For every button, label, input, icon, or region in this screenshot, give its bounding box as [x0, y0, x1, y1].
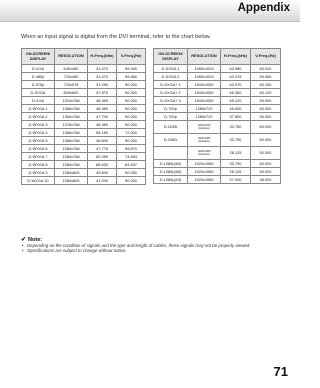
interlace-label: (Interlace): [198, 153, 210, 156]
display-cell: D-575p: [22, 81, 55, 89]
resolution-cell: 1280x768: [55, 161, 88, 169]
vfreq-cell: 50.000: [117, 137, 146, 145]
display-cell: D-1080i: [154, 134, 188, 147]
hfreq-cell: 45.000: [221, 105, 251, 113]
display-cell: D-XGA: [22, 97, 55, 105]
display-cell: D-1035i: [154, 121, 188, 134]
resolution-cell: 1366x768: [55, 137, 88, 145]
vfreq-cell: 48.000: [251, 176, 281, 184]
hfreq-cell: 48.363: [88, 97, 117, 105]
display-cell: D-1080p(24): [154, 176, 188, 184]
note-section: [21, 237, 280, 254]
display-cell: D-SXGA+ 2: [154, 89, 188, 97]
resolution-cell: 1920x1035 (Interlace): [188, 121, 221, 134]
display-cell: D-SXGA 2: [154, 73, 188, 81]
display-cell: D-1080p(50): [154, 168, 188, 176]
column-header-vfreq: V-Freq.(Hz): [117, 49, 146, 65]
resolution-cell: 640x480: [55, 65, 88, 73]
hfreq-cell: 31.470: [88, 65, 117, 73]
resolution-cell: 1280x800: [55, 177, 88, 185]
resolution-cell: 1280x1024: [188, 65, 221, 73]
display-cell: D-WXGA 6: [22, 145, 55, 153]
resolution-cell: 1400x1050: [188, 97, 221, 105]
display-cell: D-SVGA: [22, 89, 55, 97]
resolution-cell: 1280x768: [55, 153, 88, 161]
vfreq-cell: 60.000: [117, 121, 146, 129]
table-row: [154, 147, 281, 160]
table-row: [154, 121, 281, 134]
vfreq-cell: 60.000: [117, 97, 146, 105]
resolution-cell: 1360x768: [55, 113, 88, 121]
resolution-cell: 1376x768: [55, 121, 88, 129]
note-item: • Depending on the condition of signals and the type and length of cables, these signals may not be properly viewed.: [22, 243, 251, 248]
table-row: [154, 73, 281, 81]
vfreq-cell: 60.000: [251, 121, 281, 134]
table-row: [154, 134, 281, 147]
display-cell: D-WXGA 7: [22, 153, 55, 161]
table-row: [22, 113, 146, 121]
vfreq-cell: 60.000: [251, 105, 281, 113]
resolution-cell: 1920x1080 (Interlace): [188, 134, 221, 147]
table-row: [22, 161, 146, 169]
resolution-cell: 1400x1050: [188, 89, 221, 97]
resolution-cell: 1280x720: [188, 105, 221, 113]
vfreq-cell: 50.000: [117, 81, 146, 89]
display-cell: D-WXGA 8: [22, 161, 55, 169]
column-header-resolution: RESOLUTION: [55, 49, 88, 65]
vfreq-cell: 84.837: [117, 161, 146, 169]
display-cell: D-WXGA 2: [22, 113, 55, 121]
resolution-cell: 720x576: [55, 81, 88, 89]
table-row: [154, 176, 281, 184]
note-item: • Specifications are subject to change without notice.: [22, 248, 127, 254]
table-row: [154, 89, 281, 97]
vfreq-cell: 72.000: [117, 129, 146, 137]
vfreq-cell: 60.320: [117, 89, 146, 97]
vfreq-cell: 60.050: [117, 169, 146, 177]
vfreq-cell: 59.870: [117, 145, 146, 153]
display-cell: D-720p: [154, 113, 188, 121]
vfreq-cell: 50.000: [117, 177, 146, 185]
page-number: 71: [273, 364, 288, 379]
table-row: [154, 105, 281, 113]
hfreq-cell: 37.500: [221, 113, 251, 121]
vfreq-cell: 50.000: [251, 113, 281, 121]
hfreq-cell: 37.879: [88, 89, 117, 97]
resolution-cell: 1280x800: [55, 169, 88, 177]
table-row: [22, 153, 146, 161]
display-cell: D-SXGA+ 3: [154, 97, 188, 105]
signal-table-left: [21, 48, 146, 185]
vfreq-cell: 59.880: [117, 73, 146, 81]
hfreq-cell: 60.289: [88, 153, 117, 161]
hfreq-cell: 33.750: [221, 134, 251, 147]
vfreq-cell: 50.000: [251, 147, 281, 160]
display-cell: D-SXGA 1: [154, 65, 188, 73]
resolution-cell: 1280x720: [188, 113, 221, 121]
vfreq-cell: 59.069: [251, 73, 281, 81]
display-cell: D-WXGA 4: [22, 129, 55, 137]
hfreq-cell: 65.350: [221, 89, 251, 97]
column-header-resolution: RESOLUTION: [188, 49, 221, 65]
display-cell: D-480p: [22, 73, 55, 81]
hfreq-cell: 63.378: [221, 73, 251, 81]
display-cell: [154, 147, 188, 160]
resolution-cell: 1366x768: [55, 105, 88, 113]
vfreq-cell: 74.893: [117, 153, 146, 161]
bullet-icon: •: [22, 248, 24, 254]
resolution-cell: 1920x1080: [188, 160, 221, 168]
hfreq-cell: 31.470: [88, 73, 117, 81]
resolution-cell: 1024x768: [55, 97, 88, 105]
hfreq-cell: 48.360: [88, 105, 117, 113]
vfreq-cell: 60.190: [251, 81, 281, 89]
hfreq-cell: 63.970: [221, 81, 251, 89]
table-header-row: [22, 49, 146, 65]
hfreq-cell: 33.750: [221, 121, 251, 134]
display-cell: D-WXGA 3: [22, 121, 55, 129]
table-row: [22, 121, 146, 129]
vfreq-cell: 60.000: [251, 134, 281, 147]
resolution-cell: 720x480: [55, 73, 88, 81]
hfreq-cell: 47.776: [88, 145, 117, 153]
hfreq-cell: 63.980: [221, 65, 251, 73]
table-row: [154, 81, 281, 89]
hfreq-cell: 28.125: [221, 147, 251, 160]
table-row: [22, 81, 146, 89]
bullet-icon: •: [22, 243, 24, 248]
hfreq-cell: 31.250: [88, 81, 117, 89]
table-row: [22, 73, 146, 81]
vfreq-cell: 60.000: [251, 160, 281, 168]
resolution-cell: 1366x768: [55, 129, 88, 137]
display-cell: D-WXGA 5: [22, 137, 55, 145]
hfreq-cell: 56.160: [88, 129, 117, 137]
vfreq-cell: 60.000: [117, 105, 146, 113]
resolution-cell: 1920x1080: [188, 176, 221, 184]
column-header-vfreq: V-Freq.(Hz): [251, 49, 281, 65]
hfreq-cell: 65.120: [221, 97, 251, 105]
interlace-label: (Interlace): [198, 127, 210, 130]
resolution-cell: 1280x768: [55, 145, 88, 153]
display-cell: D-WXGA 9: [22, 169, 55, 177]
resolution-cell: 1920x1080 (Interlace): [188, 147, 221, 160]
table-row: [22, 177, 146, 185]
table-row: [154, 113, 281, 121]
table-row: [22, 129, 146, 137]
table-row: [154, 160, 281, 168]
hfreq-cell: 47.700: [88, 113, 117, 121]
table-row: [22, 137, 146, 145]
table-row: [154, 168, 281, 176]
table-row: [22, 169, 146, 177]
resolution-cell: 800x600: [55, 89, 88, 97]
vfreq-cell: 60.000: [117, 113, 146, 121]
resolution-cell: 1280x1024: [188, 73, 221, 81]
vfreq-cell: 60.120: [251, 89, 281, 97]
intro-text: When an input signal is digital from the DVI terminal, refer to the chart below.: [21, 34, 211, 40]
display-cell: D-SXGA+ 1: [154, 81, 188, 89]
column-header-display: ON-SCREEN/ DISPLAY: [154, 49, 188, 65]
hfreq-cell: 48.500: [88, 137, 117, 145]
resolution-cell: 1920x1080: [188, 168, 221, 176]
table-row: [154, 97, 281, 105]
table-row: [22, 145, 146, 153]
hfreq-cell: 27.000: [221, 176, 251, 184]
vfreq-cell: 59.900: [251, 97, 281, 105]
hfreq-cell: 41.200: [88, 177, 117, 185]
display-cell: D-720p: [154, 105, 188, 113]
table-row: [22, 65, 146, 73]
hfreq-cell: 48.360: [88, 121, 117, 129]
header-bar: [0, 0, 300, 22]
note-title: Note:: [28, 237, 43, 243]
column-header-display: ON-SCREEN/ DISPLAY: [22, 49, 55, 65]
check-icon: ✔: [21, 237, 27, 243]
display-cell: D-WXGA 1: [22, 105, 55, 113]
hfreq-cell: 33.750: [221, 160, 251, 168]
table-header-row: [154, 49, 281, 65]
resolution-cell: 1400x1050: [188, 81, 221, 89]
display-cell: D-1080p(60): [154, 160, 188, 168]
page-title: Appendix: [237, 2, 290, 14]
column-header-hfreq: H-Freq.(kHz): [88, 49, 117, 65]
vfreq-cell: 59.940: [117, 65, 146, 73]
signal-table-right: [153, 48, 281, 184]
column-header-hfreq: H-Freq.(kHz): [221, 49, 251, 65]
hfreq-cell: 68.633: [88, 161, 117, 169]
table-row: [22, 89, 146, 97]
vfreq-cell: 60.020: [251, 65, 281, 73]
table-row: [22, 97, 146, 105]
vfreq-cell: 50.000: [251, 168, 281, 176]
hfreq-cell: 49.600: [88, 169, 117, 177]
interlace-label: (Interlace): [198, 140, 210, 143]
display-cell: D-WXGA 10: [22, 177, 55, 185]
display-cell: D-VGA: [22, 65, 55, 73]
table-row: [22, 105, 146, 113]
table-row: [154, 65, 281, 73]
hfreq-cell: 28.125: [221, 168, 251, 176]
